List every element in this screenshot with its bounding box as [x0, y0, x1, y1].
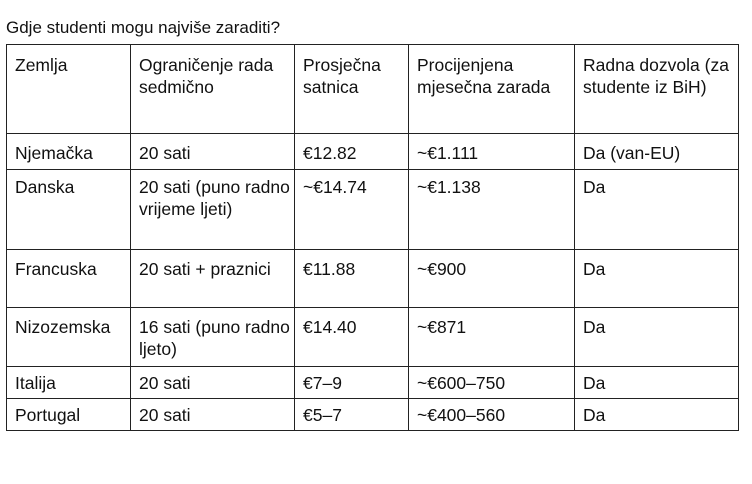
cell-hourly-rate: €12.82 — [295, 134, 409, 170]
cell-work-permit: Da — [575, 399, 739, 431]
cell-monthly-earnings: ~€1.111 — [409, 134, 575, 170]
table-row — [7, 367, 739, 399]
table-row — [7, 134, 739, 170]
table-header-row — [7, 45, 739, 134]
cell-country: Italija — [7, 367, 131, 399]
cell-weekly-limit: 20 sati — [131, 367, 295, 399]
header-avg-hourly-rate: Prosječna satnica — [295, 45, 409, 134]
cell-hourly-rate: €5–7 — [295, 399, 409, 431]
cell-country: Njemačka — [7, 134, 131, 170]
header-est-monthly-earnings: Procijenjena mjesečna zarada — [409, 45, 575, 134]
cell-weekly-limit: 20 sati — [131, 399, 295, 431]
cell-country: Portugal — [7, 399, 131, 431]
cell-monthly-earnings: ~€1.138 — [409, 170, 575, 250]
cell-country: Danska — [7, 170, 131, 250]
cell-work-permit: Da — [575, 367, 739, 399]
student-earnings-table — [6, 44, 739, 431]
header-work-permit: Radna dozvola (za studente iz BiH) — [575, 45, 739, 134]
table-row — [7, 170, 739, 250]
cell-work-permit: Da — [575, 250, 739, 308]
cell-weekly-limit: 20 sati (puno radno vrijeme ljeti) — [131, 170, 295, 250]
cell-hourly-rate: €7–9 — [295, 367, 409, 399]
cell-work-permit: Da (van-EU) — [575, 134, 739, 170]
cell-hourly-rate: ~€14.74 — [295, 170, 409, 250]
cell-country: Francuska — [7, 250, 131, 308]
table-row — [7, 250, 739, 308]
cell-monthly-earnings: ~€871 — [409, 308, 575, 367]
cell-country: Nizozemska — [7, 308, 131, 367]
cell-work-permit: Da — [575, 170, 739, 250]
cell-hourly-rate: €14.40 — [295, 308, 409, 367]
cell-weekly-limit: 20 sati + praznici — [131, 250, 295, 308]
cell-weekly-limit: 20 sati — [131, 134, 295, 170]
cell-monthly-earnings: ~€900 — [409, 250, 575, 308]
cell-hourly-rate: €11.88 — [295, 250, 409, 308]
header-country: Zemlja — [7, 45, 131, 134]
page-title: Gdje studenti mogu najviše zaraditi? — [6, 18, 281, 37]
header-weekly-limit: Ograničenje rada sedmično — [131, 45, 295, 134]
cell-work-permit: Da — [575, 308, 739, 367]
table-row — [7, 308, 739, 367]
cell-monthly-earnings: ~€400–560 — [409, 399, 575, 431]
table-row — [7, 399, 739, 431]
cell-monthly-earnings: ~€600–750 — [409, 367, 575, 399]
cell-weekly-limit: 16 sati (puno radno ljeto) — [131, 308, 295, 367]
